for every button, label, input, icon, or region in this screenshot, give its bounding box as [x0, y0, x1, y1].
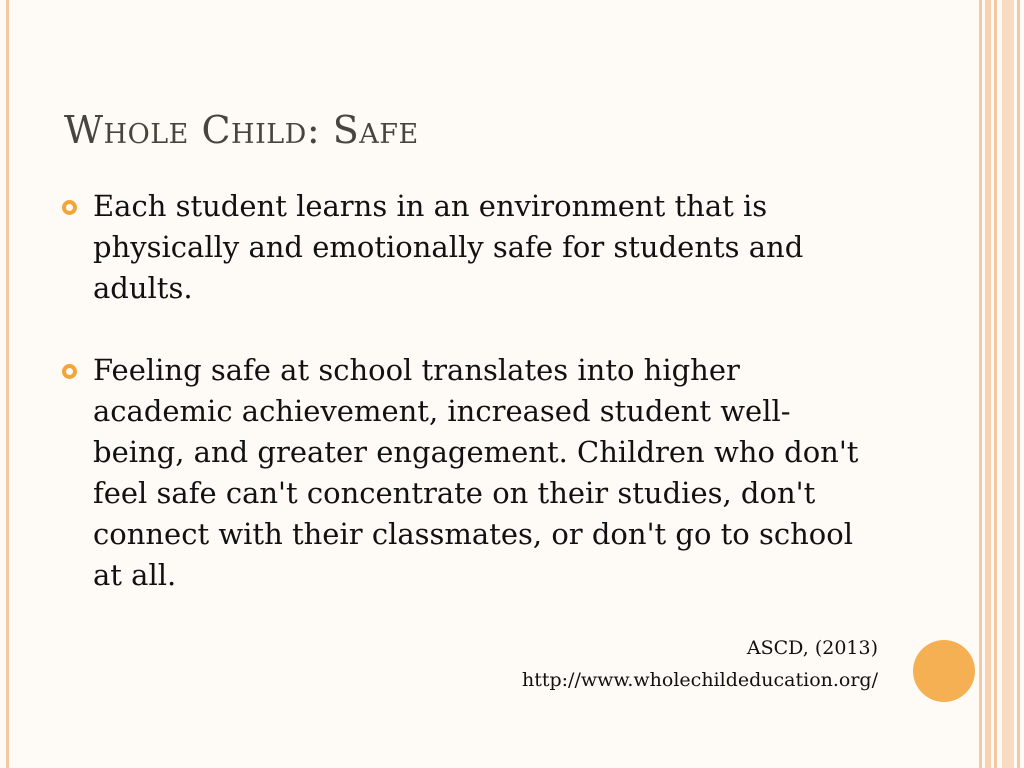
right-decorative-stripe — [985, 0, 991, 768]
citation-url[interactable]: http://www.wholechildeducation.org/ — [521, 669, 878, 691]
citation — [522, 632, 878, 696]
right-decorative-stripe — [1002, 0, 1014, 768]
right-decorative-stripe — [1017, 0, 1020, 768]
bullet-ring-icon — [62, 200, 77, 215]
bullet-item — [62, 186, 882, 309]
citation-source: ASCD, (2013) — [746, 637, 878, 659]
slide-title: Whole Child: Safe — [64, 108, 419, 152]
left-decorative-stripe — [6, 0, 9, 768]
bullet-item — [62, 350, 882, 596]
bullet-text: Each student learns in an environment that is physically and emotionally safe for students and adults. — [93, 189, 804, 305]
right-decorative-stripe — [994, 0, 997, 768]
bullet-text: Feeling safe at school translates into higher academic achievement, increased student well-being, and greater engagement. Children who don't feel safe can't concentrate on their studies, don't connect with their classmates, or don't go to school at all. — [93, 353, 859, 592]
right-decorative-stripe — [979, 0, 982, 768]
bullet-ring-icon — [62, 364, 77, 379]
decorative-orange-circle — [913, 640, 975, 702]
bullet-list — [62, 186, 882, 596]
